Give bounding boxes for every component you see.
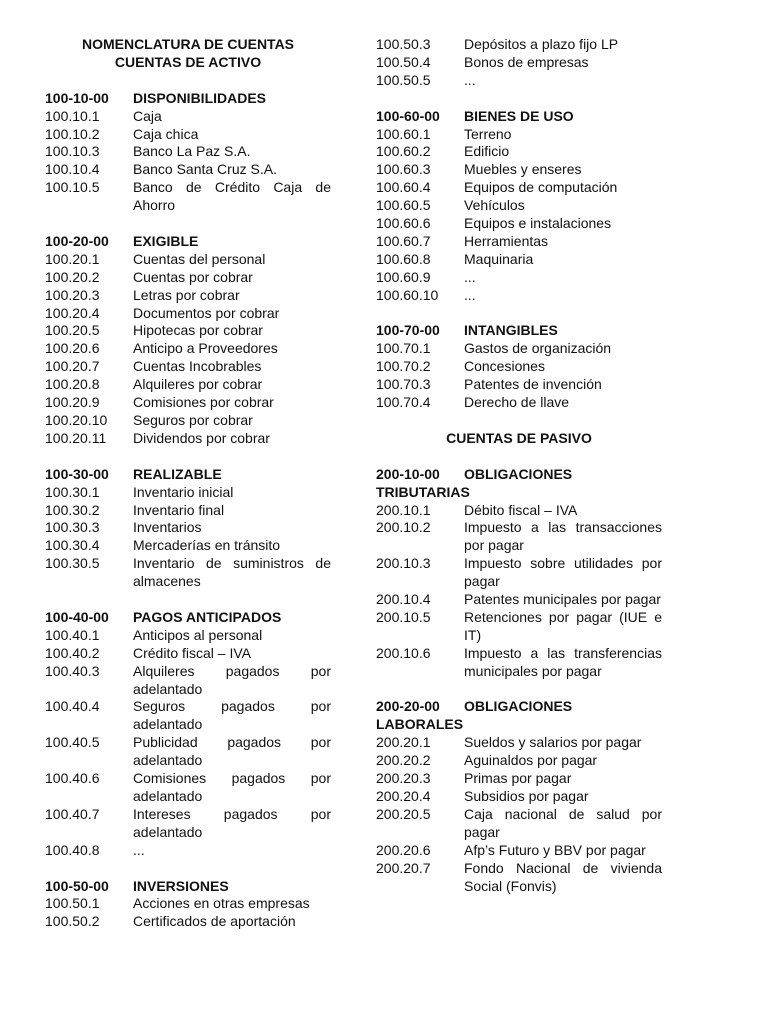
account-name: Seguros por cobrar (133, 412, 253, 428)
group-code: 100-20-00 (45, 232, 109, 249)
account-name: Aguinaldos por pagar (464, 752, 598, 769)
account-row (376, 752, 662, 770)
left-column (45, 36, 331, 949)
account-code: 100.10.3 (45, 143, 100, 160)
account-row (45, 340, 331, 358)
liabilities-title: CUENTAS DE PASIVO (446, 429, 592, 446)
account-group (376, 322, 662, 412)
account-row (376, 197, 662, 215)
group-name: OBLIGACIONES LABORALES (376, 698, 573, 733)
account-code: 100.50.5 (376, 71, 431, 88)
account-name: Patentes municipales por pagar (464, 591, 661, 608)
account-code: 100.20.8 (45, 376, 100, 393)
account-row (376, 734, 662, 752)
account-name: Débito fiscal – IVA (464, 501, 578, 518)
account-row (45, 108, 331, 126)
group-code: 200-20-00 (376, 698, 440, 715)
asset-sections-left (45, 90, 331, 949)
account-name: ... (133, 841, 145, 858)
account-code: 100.40.5 (45, 734, 100, 751)
account-row (376, 72, 662, 90)
account-group-heading (376, 698, 662, 734)
asset-continuation (376, 36, 662, 90)
account-row (45, 287, 331, 305)
group-name: PAGOS ANTICIPADOS (133, 608, 282, 625)
account-name: Terreno (464, 125, 512, 142)
account-row (45, 322, 331, 340)
account-row (45, 734, 331, 770)
account-row (376, 788, 662, 806)
account-name: Bonos de empresas (464, 53, 589, 70)
account-row (376, 519, 662, 555)
account-row (45, 179, 331, 215)
account-row (45, 645, 331, 663)
account-name: Alquileres pagados por adelantado (133, 662, 331, 697)
account-row (376, 36, 662, 54)
account-name: Impuesto sobre utilidades por pagar (464, 555, 662, 590)
account-name: Gastos de organización (464, 340, 612, 357)
account-row (376, 555, 662, 591)
account-name: Banco Santa Cruz S.A. (133, 161, 277, 178)
group-code: 100-60-00 (376, 107, 440, 124)
group-code: 100-10-00 (45, 89, 109, 106)
account-code: 100.60.9 (376, 268, 431, 285)
account-group (45, 466, 331, 591)
account-code: 200.20.1 (376, 734, 431, 751)
account-code: 100.60.7 (376, 232, 431, 249)
account-row (376, 806, 662, 842)
account-code: 100.20.1 (45, 250, 100, 267)
account-code: 100.20.4 (45, 304, 100, 321)
account-row (45, 698, 331, 734)
account-group-heading (45, 609, 331, 627)
group-code: 200-10-00 (376, 465, 440, 482)
account-code: 100.10.1 (45, 107, 100, 124)
account-name: Inventario inicial (133, 483, 234, 500)
group-code: 100-70-00 (376, 322, 440, 339)
account-code: 100.70.1 (376, 340, 431, 357)
account-row (376, 143, 662, 161)
account-group (45, 878, 331, 932)
account-code: 100.50.1 (45, 895, 100, 912)
account-name: Herramientas (464, 232, 549, 249)
account-group (45, 609, 331, 860)
account-code: 100.30.3 (45, 519, 100, 536)
account-name: Fondo Nacional de vivienda Social (Fonvis) (464, 859, 662, 894)
account-name: Crédito fiscal – IVA (133, 644, 252, 661)
account-code: 100.30.5 (45, 555, 100, 572)
account-name: ... (464, 71, 476, 88)
account-row (45, 806, 331, 842)
account-code: 200.10.1 (376, 501, 431, 518)
account-row (45, 913, 331, 931)
account-row (45, 519, 331, 537)
account-row (376, 394, 662, 412)
account-group-heading (45, 466, 331, 484)
account-name: Inventarios (133, 519, 202, 536)
account-name: Maquinaria (464, 250, 534, 267)
account-code: 100.60.4 (376, 179, 431, 196)
account-row (376, 251, 662, 269)
account-name: ... (464, 268, 476, 285)
account-group-heading (376, 466, 662, 502)
account-name: Comisiones por cobrar (133, 394, 274, 411)
group-name: EXIGIBLE (133, 232, 199, 249)
account-name: Afp’s Futuro y BBV por pagar (464, 841, 646, 858)
group-name: OBLIGACIONES TRIBUTARIAS (376, 465, 573, 500)
account-row (45, 842, 331, 860)
account-name: Retenciones por pagar (IUE e IT) (464, 608, 662, 643)
account-group (45, 90, 331, 215)
account-row (45, 430, 331, 448)
account-name: Cuentas por cobrar (133, 268, 253, 285)
account-row (376, 860, 662, 896)
account-row (45, 895, 331, 913)
account-code: 100.60.1 (376, 125, 431, 142)
account-row (376, 54, 662, 72)
account-name: Cuentas del personal (133, 250, 266, 267)
account-row (376, 770, 662, 788)
account-name: ... (464, 286, 476, 303)
account-row (45, 305, 331, 323)
account-code: 100.60.2 (376, 143, 431, 160)
account-name: Impuesto a las transacciones por pagar (464, 519, 662, 554)
account-row (45, 770, 331, 806)
account-row (376, 358, 662, 376)
account-code: 100.60.10 (376, 286, 439, 303)
account-code: 100.30.2 (45, 501, 100, 518)
right-column (376, 36, 662, 913)
account-code: 200.20.6 (376, 841, 431, 858)
account-code: 100.70.2 (376, 358, 431, 375)
account-group-heading (376, 108, 662, 126)
account-row (45, 161, 331, 179)
account-name: Caja (133, 107, 162, 124)
account-name: Concesiones (464, 358, 545, 375)
account-row (376, 376, 662, 394)
account-code: 100.50.4 (376, 53, 431, 70)
account-group (376, 466, 662, 681)
account-group (45, 233, 331, 448)
account-row (376, 287, 662, 305)
account-name: Inventario de suministros de almacenes (133, 555, 331, 590)
account-row (376, 645, 662, 681)
account-name: Impuesto a las transferencias municipales por pagar (464, 644, 662, 679)
account-name: Edificio (464, 143, 510, 160)
account-row (376, 269, 662, 287)
group-name: INVERSIONES (133, 877, 229, 894)
group-name: REALIZABLE (133, 465, 222, 482)
account-name: Caja chica (133, 125, 199, 142)
account-code: 200.10.3 (376, 555, 431, 572)
account-code: 100.60.3 (376, 161, 431, 178)
account-code: 100.20.11 (45, 429, 107, 446)
account-row (376, 502, 662, 520)
account-row (45, 537, 331, 555)
account-code: 100.40.8 (45, 841, 100, 858)
account-group (376, 698, 662, 895)
account-row (45, 251, 331, 269)
account-name: Muebles y enseres (464, 161, 582, 178)
account-row (376, 233, 662, 251)
account-row (45, 663, 331, 699)
account-code: 100.20.2 (45, 268, 100, 285)
account-code: 100.70.4 (376, 394, 431, 411)
account-code: 100.20.10 (45, 412, 108, 428)
liability-sections (376, 466, 662, 914)
account-row (376, 609, 662, 645)
account-row (376, 591, 662, 609)
account-row (376, 126, 662, 144)
account-code: 100.30.4 (45, 537, 100, 554)
account-code: 200.20.3 (376, 770, 431, 787)
account-name: Acciones en otras empresas (133, 895, 310, 912)
account-row (376, 161, 662, 179)
account-code: 200.10.4 (376, 591, 431, 608)
account-code: 100.60.5 (376, 197, 431, 214)
account-code: 100.20.6 (45, 340, 100, 357)
account-name: Primas por pagar (464, 770, 572, 787)
account-row (45, 484, 331, 502)
account-name: Alquileres por cobrar (133, 376, 263, 393)
account-code: 100.50.2 (45, 913, 100, 930)
account-name: Vehículos (464, 197, 525, 214)
account-code: 100.20.5 (45, 322, 100, 339)
account-code: 100.10.5 (45, 179, 100, 196)
account-row (45, 502, 331, 520)
account-code: 100.10.2 (45, 125, 100, 142)
account-name: Seguros pagados por adelantado (133, 698, 331, 733)
account-name: Equipos e instalaciones (464, 215, 612, 232)
account-group-heading (376, 322, 662, 340)
account-name: Caja nacional de salud por pagar (464, 805, 662, 840)
account-row (45, 555, 331, 591)
account-name: Anticipo a Proveedores (133, 340, 278, 357)
account-name: Mercaderías en tránsito (133, 537, 281, 554)
account-row (376, 842, 662, 860)
account-name: Certificados de aportación (133, 913, 296, 930)
account-group-heading (45, 90, 331, 108)
group-name: BIENES DE USO (464, 107, 574, 124)
account-code: 100.40.6 (45, 770, 100, 787)
account-code: 100.70.3 (376, 376, 431, 393)
account-code: 100.60.6 (376, 215, 431, 232)
account-row (45, 394, 331, 412)
account-code: 100.20.3 (45, 286, 100, 303)
account-row (376, 179, 662, 197)
title-line-1: NOMENCLATURA DE CUENTAS (81, 36, 295, 52)
account-name: Dividendos por cobrar (133, 429, 270, 446)
account-row (45, 358, 331, 376)
account-code: 100.40.3 (45, 662, 100, 679)
account-row (45, 126, 331, 144)
account-row (45, 143, 331, 161)
account-name: Inventario final (133, 501, 225, 518)
account-group (376, 108, 662, 305)
account-code: 100.50.3 (376, 36, 431, 52)
group-name: DISPONIBILIDADES (133, 89, 267, 106)
account-code: 200.20.5 (376, 805, 431, 822)
group-code: 100-30-00 (45, 465, 109, 482)
account-name: Subsidios por pagar (464, 787, 589, 804)
account-name: Anticipos al personal (133, 626, 263, 643)
account-name: Equipos de computación (464, 179, 618, 196)
account-code: 100.40.2 (45, 644, 100, 661)
account-row (45, 269, 331, 287)
account-code: 100.40.4 (45, 698, 100, 715)
account-code: 200.20.7 (376, 859, 431, 876)
account-name: Depósitos a plazo fijo LP (464, 36, 619, 52)
account-code: 100.40.1 (45, 626, 100, 643)
group-code: 100-40-00 (45, 608, 109, 625)
account-code: 200.10.2 (376, 519, 431, 536)
account-code: 100.60.8 (376, 250, 431, 267)
title-line-2: CUENTAS DE ACTIVO (114, 53, 262, 70)
account-code: 200.20.4 (376, 787, 431, 804)
group-name: INTANGIBLES (464, 322, 558, 339)
document-title (45, 36, 331, 72)
account-name: Patentes de invención (464, 376, 602, 393)
account-row (45, 627, 331, 645)
account-name: Comisiones pagados por adelantado (133, 770, 331, 804)
account-name: Derecho de llave (464, 394, 570, 411)
account-name: Letras por cobrar (133, 286, 240, 303)
account-group-heading (45, 878, 331, 896)
account-row (376, 215, 662, 233)
account-code: 100.40.7 (45, 805, 100, 822)
account-row (376, 340, 662, 358)
account-row (45, 376, 331, 394)
account-name: Publicidad pagados por adelantado (133, 734, 331, 769)
account-name: Banco La Paz S.A. (133, 143, 251, 160)
asset-sections-right (376, 108, 662, 430)
group-code: 100-50-00 (45, 877, 109, 894)
account-code: 100.10.4 (45, 161, 100, 178)
account-name: Banco de Crédito Caja de Ahorro (133, 179, 331, 214)
account-name: Documentos por cobrar (133, 304, 280, 321)
account-name: Intereses pagados por adelantado (133, 805, 331, 840)
account-code: 100.20.7 (45, 358, 100, 375)
account-name: Hipotecas por cobrar (133, 322, 263, 339)
account-row (45, 412, 331, 430)
account-name: Sueldos y salarios por pagar (464, 734, 642, 751)
account-code: 200.20.2 (376, 752, 431, 769)
account-code: 200.10.5 (376, 608, 431, 625)
account-code: 100.30.1 (45, 483, 100, 500)
account-group-heading (45, 233, 331, 251)
account-code: 200.10.6 (376, 644, 431, 661)
account-code: 100.20.9 (45, 394, 100, 411)
account-name: Cuentas Incobrables (133, 358, 262, 375)
